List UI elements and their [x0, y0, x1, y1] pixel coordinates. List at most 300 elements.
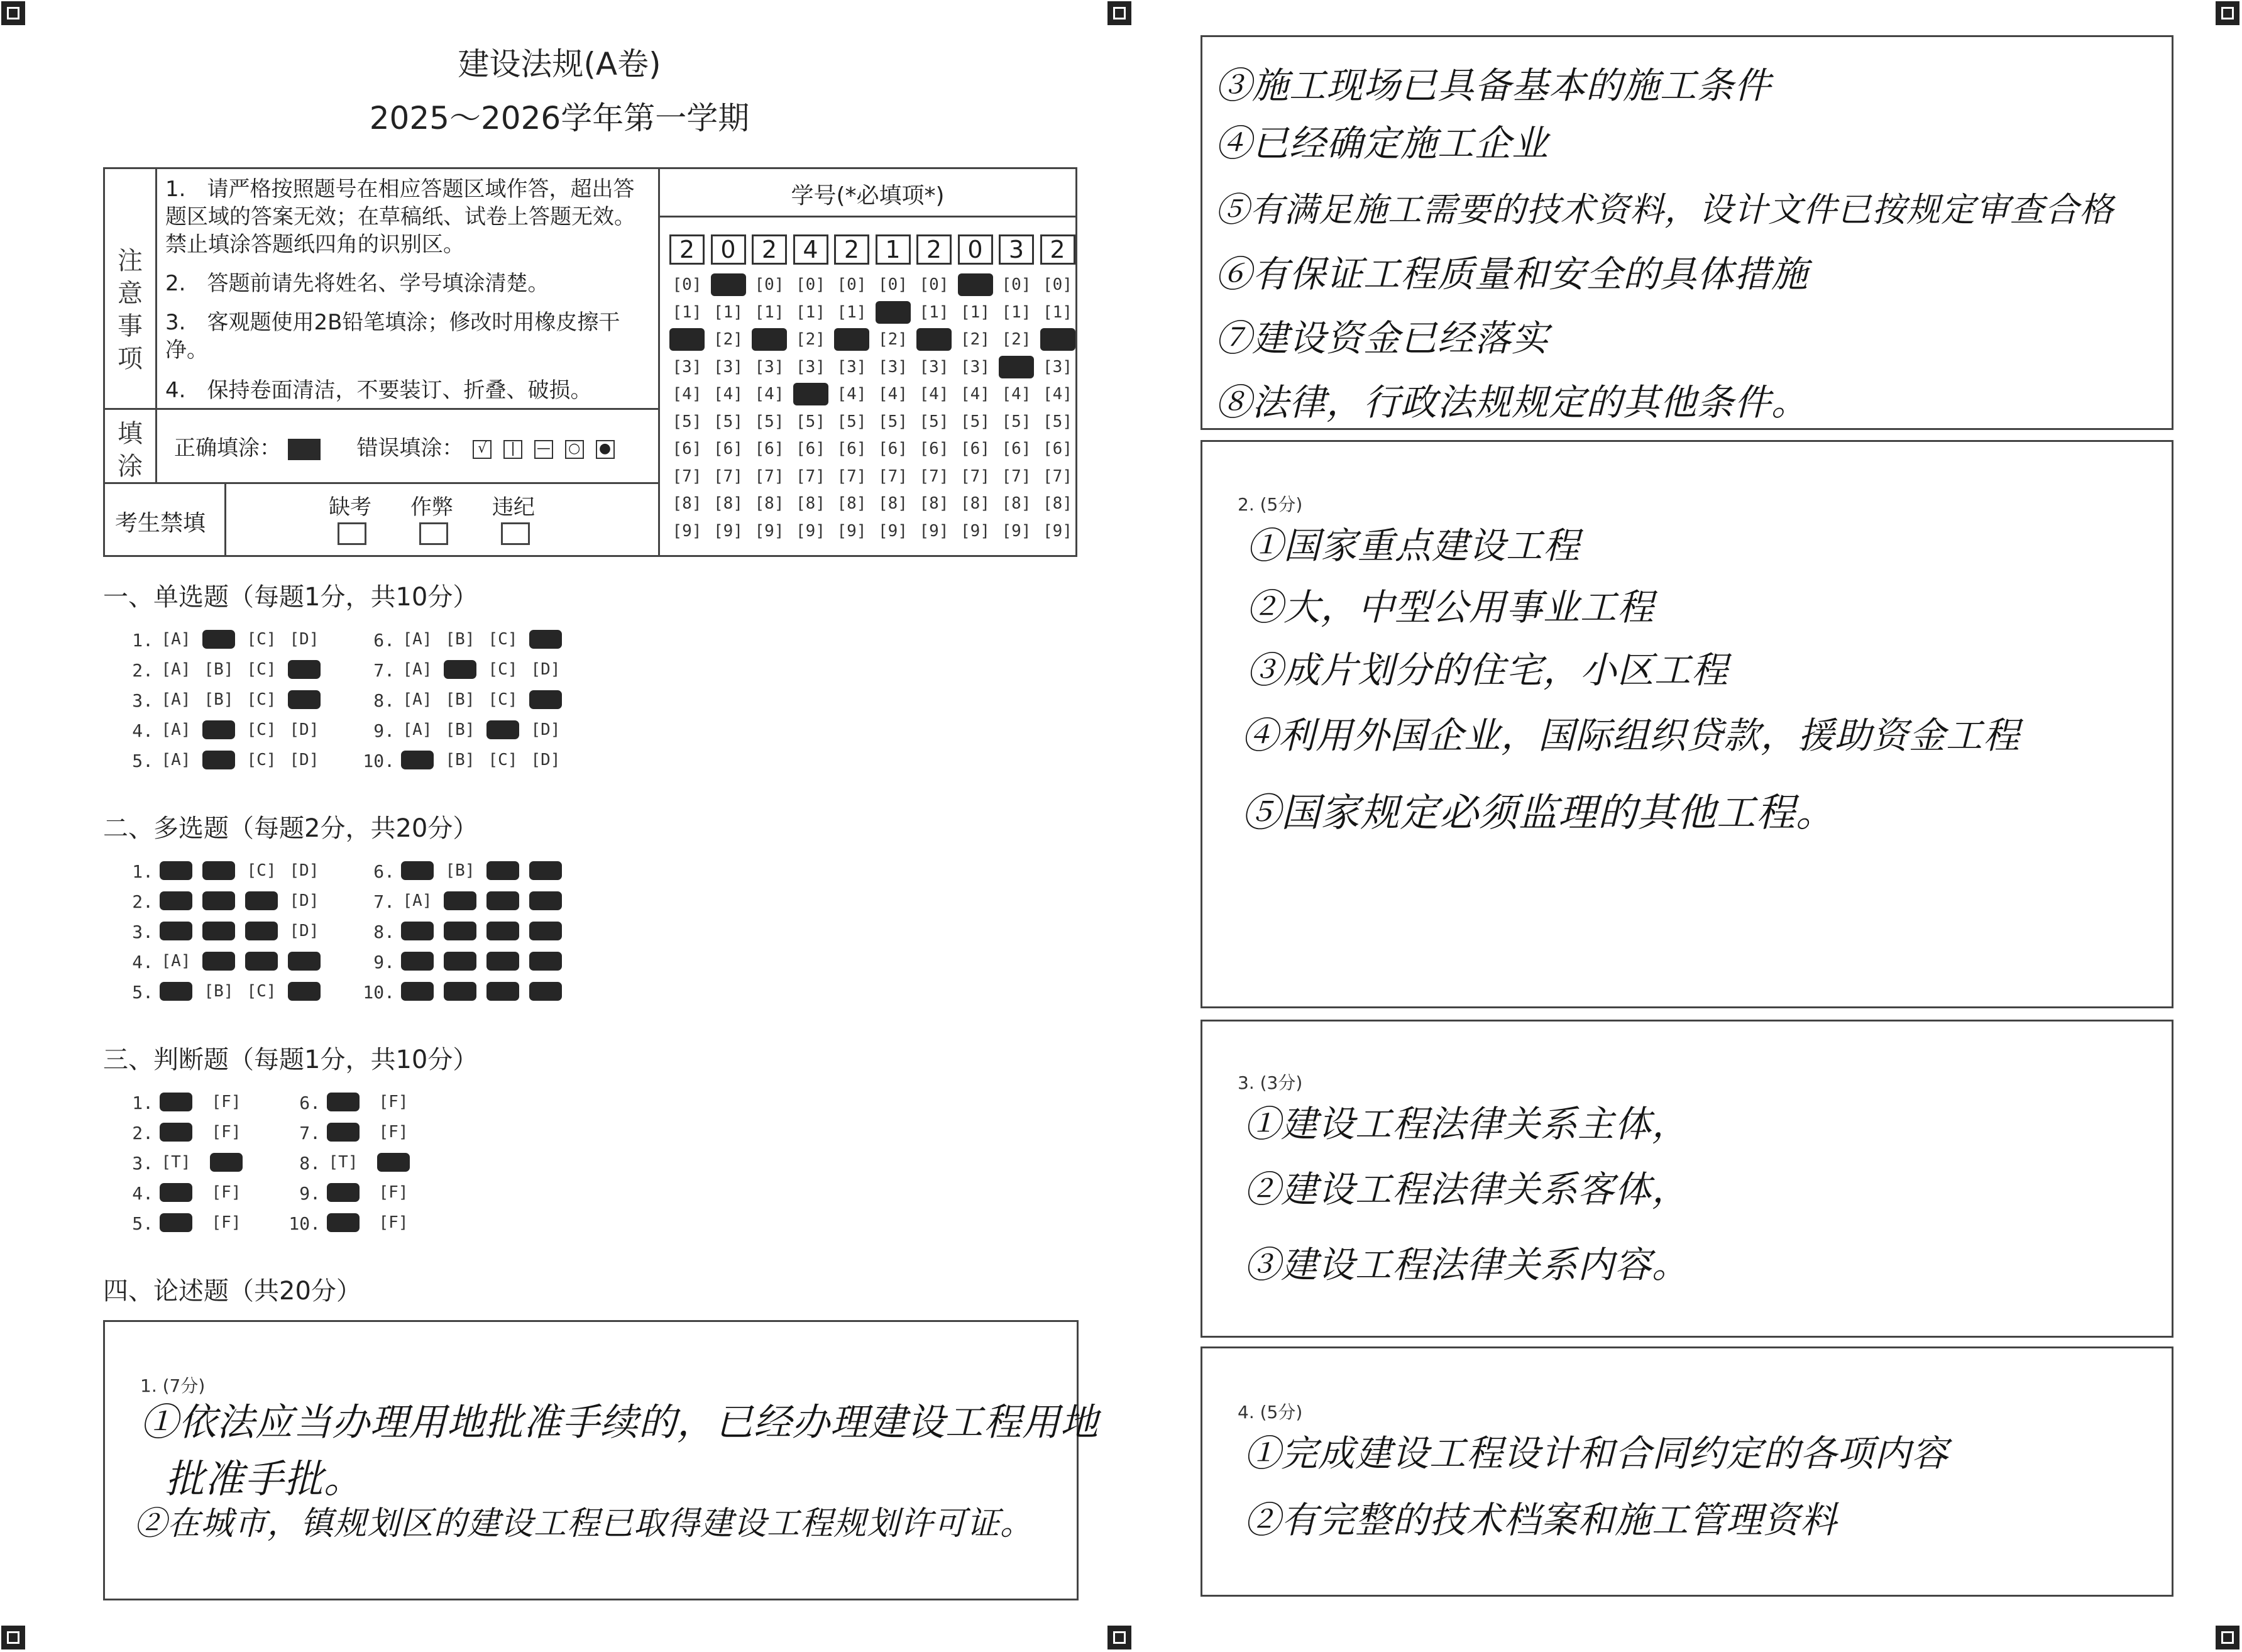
student-id-bubble[interactable]: [5]: [1043, 412, 1072, 431]
student-id-bubble[interactable]: [4]: [837, 385, 867, 404]
essay-q3-label: 3. (3分): [1238, 1072, 1303, 1093]
essay-q1-line-1: ①依法应当办理用地批准手续的，已经办理建设工程用地: [140, 1401, 1099, 1445]
true_false-question-number: 10.: [288, 1213, 321, 1234]
correct-fill-sample: [288, 439, 321, 460]
forbidden-label: 考生禁填: [115, 510, 206, 536]
multiple_choice-question-number: 4.: [132, 952, 153, 972]
multiple-choice-title: 二、多选题（每题2分，共20分）: [103, 814, 478, 843]
student-id-bubble[interactable]: [0]: [919, 275, 949, 294]
multiple_choice-question-number: 2.: [132, 891, 153, 912]
essay-q1-cont-line-2: ④已经确定施工企业: [1215, 122, 1549, 165]
multiple_choice-option-bubble[interactable]: [529, 922, 562, 940]
student-id-bubble[interactable]: [8]: [960, 494, 990, 513]
essay-q4-line-1: ①完成建设工程设计和合同约定的各项内容: [1244, 1432, 1949, 1475]
true_false-option-bubble[interactable]: [327, 1183, 360, 1202]
essay-answer-box-4[interactable]: [1201, 1346, 2173, 1597]
true_false-question-number: 3.: [132, 1153, 153, 1174]
single_choice-option-bubble[interactable]: [C]: [246, 720, 277, 739]
student-id-bubble[interactable]: [4]: [1001, 385, 1031, 404]
multiple_choice-option-bubble[interactable]: [529, 861, 562, 880]
student-id-digit-box: 4: [793, 234, 828, 265]
student-id-bubble[interactable]: [8]: [919, 494, 949, 513]
single_choice-option-bubble[interactable]: [C]: [488, 690, 518, 709]
student-id-bubble[interactable]: [8]: [754, 494, 784, 513]
corner-marker-top-right: [2216, 1, 2239, 25]
student-id-header: 学号(*必填项*): [791, 183, 945, 209]
single_choice-option-bubble[interactable]: [401, 751, 434, 769]
true_false-option-bubble[interactable]: [160, 1213, 192, 1232]
single_choice-option-bubble[interactable]: [A]: [161, 690, 191, 709]
notice-item-3: 3. 客观题使用2B铅笔填涂；修改时用橡皮擦干净。: [165, 310, 620, 363]
student-id-bubble[interactable]: [5]: [837, 412, 867, 431]
student-id-bubble[interactable]: [1]: [1001, 302, 1031, 322]
single_choice-option-bubble[interactable]: [D]: [289, 751, 319, 769]
true_false-option-bubble[interactable]: [F]: [211, 1213, 241, 1232]
multiple_choice-option-bubble[interactable]: [A]: [161, 952, 191, 971]
single_choice-option-bubble[interactable]: [A]: [402, 660, 432, 679]
student-id-bubble[interactable]: [5]: [960, 412, 990, 431]
single_choice-option-bubble[interactable]: [B]: [204, 660, 234, 679]
multiple_choice-option-bubble[interactable]: [C]: [246, 982, 277, 1001]
student-id-bubble[interactable]: [711, 273, 746, 296]
student-id-bubble[interactable]: [0]: [672, 275, 702, 294]
student-id-bubble[interactable]: [6]: [672, 439, 702, 458]
single_choice-question-number: 8.: [373, 690, 395, 711]
multiple_choice-option-bubble[interactable]: [D]: [289, 922, 319, 940]
corner-marker-bottom-center: [1107, 1626, 1131, 1649]
wrong-sample-circle: ○: [565, 440, 584, 459]
single_choice-option-bubble[interactable]: [B]: [204, 690, 234, 709]
single_choice-question-number: 7.: [373, 660, 395, 681]
student-id-bubble[interactable]: [0]: [796, 275, 825, 294]
student-id-bubble[interactable]: [1]: [672, 302, 702, 322]
right-page: [1119, 0, 2242, 1652]
student-id-digit-box: 3: [999, 234, 1034, 265]
single_choice-option-bubble[interactable]: [C]: [488, 751, 518, 769]
single_choice-option-bubble[interactable]: [D]: [289, 630, 319, 649]
multiple_choice-option-bubble[interactable]: [160, 891, 192, 910]
essay-q3-line-1: ①建设工程法律关系主体，: [1244, 1103, 1690, 1145]
multiple_choice-option-bubble[interactable]: [202, 922, 235, 940]
multiple_choice-option-bubble[interactable]: [401, 861, 434, 880]
corner-marker-bottom-left: [1, 1626, 25, 1649]
student-id-bubble[interactable]: [1]: [713, 302, 743, 322]
exam-title: 建设法规(A卷): [458, 46, 661, 82]
student-id-bubble[interactable]: [1]: [919, 302, 949, 322]
multiple_choice-option-bubble[interactable]: [486, 922, 519, 940]
multiple_choice-question-number: 1.: [132, 861, 153, 882]
student-id-bubble[interactable]: [0]: [1043, 275, 1072, 294]
essay-q2-line-2: ②大，中型公用事业工程: [1246, 586, 1655, 629]
multiple_choice-option-bubble[interactable]: [486, 982, 519, 1001]
student-id-bubble[interactable]: [7]: [878, 466, 908, 486]
true_false-option-bubble[interactable]: [210, 1153, 243, 1172]
true_false-question-number: 2.: [132, 1123, 153, 1143]
single_choice-question-number: 1.: [132, 630, 153, 651]
multiple_choice-option-bubble[interactable]: [A]: [402, 891, 432, 910]
notice-table: [103, 167, 1077, 557]
student-id-bubble[interactable]: [7]: [1001, 466, 1031, 486]
true_false-question-number: 1.: [132, 1093, 153, 1113]
single_choice-option-bubble[interactable]: [B]: [445, 720, 475, 739]
multiple_choice-option-bubble[interactable]: [486, 861, 519, 880]
true_false-option-bubble[interactable]: [F]: [211, 1093, 241, 1111]
true_false-option-bubble[interactable]: [F]: [211, 1183, 241, 1202]
notice-item-2: 2. 答题前请先将姓名、学号填涂清楚。: [165, 271, 549, 296]
single_choice-option-bubble[interactable]: [C]: [246, 751, 277, 769]
student-id-bubble[interactable]: [6]: [1043, 439, 1072, 458]
single_choice-option-bubble[interactable]: [C]: [246, 660, 277, 679]
student-id-bubble[interactable]: [3]: [1043, 357, 1072, 377]
student-id-bubble[interactable]: [9]: [672, 521, 702, 541]
essay-q3-line-3: ③建设工程法律关系内容。: [1244, 1243, 1690, 1286]
student-id-bubble[interactable]: [8]: [1001, 494, 1031, 513]
check-label-violation: 违纪: [492, 495, 535, 520]
single_choice-question-number: 9.: [373, 720, 395, 741]
essay-q4-line-2: ②有完整的技术档案和施工管理资料: [1244, 1499, 1838, 1541]
student-id-bubble[interactable]: [1]: [837, 302, 867, 322]
student-id-bubble[interactable]: [9]: [796, 521, 825, 541]
essay-answer-box-1[interactable]: [103, 1320, 1099, 1600]
multiple_choice-option-bubble[interactable]: [401, 952, 434, 971]
student-id-bubble[interactable]: [8]: [1043, 494, 1072, 513]
student-id-digit-box: 1: [876, 234, 911, 265]
multiple_choice-question-number: 10.: [363, 982, 395, 1003]
multiple_choice-option-bubble[interactable]: [486, 952, 519, 971]
wrong-sample-bar: |: [503, 440, 522, 459]
student-id-bubble[interactable]: [6]: [713, 439, 743, 458]
student-id-bubble[interactable]: [2]: [878, 330, 908, 349]
multiple_choice-option-bubble[interactable]: [202, 952, 235, 971]
student-id-bubble[interactable]: [7]: [837, 466, 867, 486]
check-label-cheating: 作弊: [410, 495, 453, 520]
true_false-option-bubble[interactable]: [327, 1213, 360, 1232]
single_choice-question-number: 3.: [132, 690, 153, 711]
essay-q1-label: 1. (7分): [140, 1375, 206, 1396]
single_choice-option-bubble[interactable]: [B]: [445, 690, 475, 709]
student-id-digit-box: 2: [669, 234, 705, 265]
true_false-option-bubble[interactable]: [F]: [378, 1093, 409, 1111]
essay-answer-box-1-cont[interactable]: [1201, 35, 2173, 430]
notice-item-4: 4. 保持卷面清洁，不要装订、折叠、破损。: [165, 378, 592, 403]
multiple_choice-option-bubble[interactable]: [401, 922, 434, 940]
student-id-bubble[interactable]: [1]: [960, 302, 990, 322]
true_false-question-number: 4.: [132, 1183, 153, 1204]
single_choice-option-bubble[interactable]: [A]: [402, 630, 432, 649]
student-id-bubble[interactable]: [6]: [754, 439, 784, 458]
student-id-bubble[interactable]: [3]: [713, 357, 743, 377]
multiple_choice-option-bubble[interactable]: [486, 891, 519, 910]
student-id-bubble[interactable]: [5]: [878, 412, 908, 431]
multiple_choice-option-bubble[interactable]: [444, 952, 476, 971]
student-id-bubble[interactable]: [5]: [754, 412, 784, 431]
student-id-bubble[interactable]: [8]: [713, 494, 743, 513]
student-id-digit-box: 2: [752, 234, 787, 265]
student-id-bubble[interactable]: [3]: [837, 357, 867, 377]
multiple_choice-option-bubble[interactable]: [D]: [289, 891, 319, 910]
student-id-bubble[interactable]: [7]: [754, 466, 784, 486]
student-id-bubble[interactable]: [3]: [878, 357, 908, 377]
essay-q1-cont-line-6: ⑧法律，行政法规规定的其他条件。: [1215, 381, 1809, 424]
student-id-bubble[interactable]: [6]: [960, 439, 990, 458]
student-id-bubble[interactable]: [3]: [919, 357, 949, 377]
student-id-bubble[interactable]: [0]: [837, 275, 867, 294]
true_false-option-bubble[interactable]: [327, 1093, 360, 1111]
true_false-option-bubble[interactable]: [T]: [161, 1153, 191, 1172]
student-id-bubble[interactable]: [0]: [1001, 275, 1031, 294]
single_choice-option-bubble[interactable]: [A]: [161, 660, 191, 679]
essay-answer-box-3[interactable]: [1201, 1020, 2173, 1338]
student-id-bubble[interactable]: [7]: [796, 466, 825, 486]
true-false-title: 三、判断题（每题1分，共10分）: [103, 1045, 478, 1074]
single_choice-option-bubble[interactable]: [202, 720, 235, 739]
wrong-sample-dash: —: [534, 440, 553, 459]
student-id-bubble[interactable]: [0]: [878, 275, 908, 294]
multiple_choice-question-number: 5.: [132, 982, 153, 1003]
student-id-bubble[interactable]: [999, 356, 1034, 378]
multiple_choice-option-bubble[interactable]: [288, 982, 321, 1001]
student-id-bubble[interactable]: [5]: [919, 412, 949, 431]
checkbox-cheating[interactable]: [419, 522, 448, 545]
student-id-bubble[interactable]: [6]: [919, 439, 949, 458]
single_choice-option-bubble[interactable]: [202, 630, 235, 649]
essay-q2-label: 2. (5分): [1238, 494, 1303, 515]
checkbox-violation[interactable]: [501, 522, 530, 545]
student-id-bubble[interactable]: [4]: [1043, 385, 1072, 404]
student-id-bubble[interactable]: [7]: [672, 466, 702, 486]
true_false-option-bubble[interactable]: [160, 1183, 192, 1202]
single_choice-option-bubble[interactable]: [D]: [289, 720, 319, 739]
corner-marker-top-left: [1, 1, 25, 25]
student-id-bubble[interactable]: [6]: [1001, 439, 1031, 458]
single_choice-question-number: 6.: [373, 630, 395, 651]
multiple_choice-option-bubble[interactable]: [529, 952, 562, 971]
student-id-bubble[interactable]: [1040, 328, 1075, 351]
correct-fill-label: 正确填涂：: [174, 436, 281, 461]
exam-subtitle: 2025～2026学年第一学期: [369, 100, 750, 136]
single_choice-option-bubble[interactable]: [C]: [246, 630, 277, 649]
fill-label: 填涂: [118, 419, 143, 481]
essay-q3-line-2: ②建设工程法律关系客体，: [1244, 1168, 1690, 1211]
multiple_choice-option-bubble[interactable]: [245, 891, 278, 910]
multiple_choice-option-bubble[interactable]: [444, 982, 476, 1001]
single_choice-option-bubble[interactable]: [D]: [530, 720, 561, 739]
true_false-option-bubble[interactable]: [F]: [378, 1123, 409, 1142]
left-page: [0, 0, 1119, 1652]
student-id-bubble[interactable]: [9]: [960, 521, 990, 541]
single_choice-option-bubble[interactable]: [B]: [445, 630, 475, 649]
multiple_choice-option-bubble[interactable]: [288, 952, 321, 971]
true_false-option-bubble[interactable]: [F]: [211, 1123, 241, 1142]
student-id-bubble[interactable]: [916, 328, 952, 351]
single_choice-option-bubble[interactable]: [A]: [161, 720, 191, 739]
notice-item-1: 1. 请严格按照题号在相应答题区域作答，超出答题区域的答案无效；在草稿纸、试卷上答题无效。禁止填涂答题纸四角的识别区。: [165, 177, 635, 257]
single_choice-option-bubble[interactable]: [529, 690, 562, 709]
student-id-bubble[interactable]: [9]: [754, 521, 784, 541]
student-id-bubble[interactable]: [3]: [754, 357, 784, 377]
student-id-bubble[interactable]: [4]: [919, 385, 949, 404]
single_choice-option-bubble[interactable]: [B]: [445, 751, 475, 769]
student-id-bubble[interactable]: [4]: [878, 385, 908, 404]
fill-instructions: [174, 431, 617, 461]
essay-q1-cont-line-4: ⑥有保证工程质量和安全的具体措施: [1215, 253, 1809, 295]
multiple_choice-option-bubble[interactable]: [529, 891, 562, 910]
single_choice-question-number: 10.: [363, 751, 395, 771]
student-id-bubble[interactable]: [9]: [878, 521, 908, 541]
corner-marker-bottom-right: [2216, 1626, 2239, 1649]
student-id-bubble[interactable]: [4]: [713, 385, 743, 404]
true_false-option-bubble[interactable]: [160, 1123, 192, 1142]
student-id-bubble[interactable]: [9]: [919, 521, 949, 541]
wrong-sample-dot: ●: [596, 440, 615, 459]
student-id-bubble[interactable]: [1]: [754, 302, 784, 322]
single_choice-option-bubble[interactable]: [A]: [402, 720, 432, 739]
single_choice-option-bubble[interactable]: [C]: [488, 660, 518, 679]
single_choice-option-bubble[interactable]: [288, 690, 321, 709]
student-id-bubble[interactable]: [752, 328, 787, 351]
student-id-bubble[interactable]: [6]: [796, 439, 825, 458]
single_choice-question-number: 2.: [132, 660, 153, 681]
student-id-bubble[interactable]: [2]: [713, 330, 743, 349]
student-id-bubble[interactable]: [793, 383, 828, 405]
true_false-question-number: 5.: [132, 1213, 153, 1234]
multiple_choice-option-bubble[interactable]: [D]: [289, 861, 319, 880]
student-id-bubble[interactable]: [8]: [796, 494, 825, 513]
essay-q1-cont-line-3: ⑤有满足施工需要的技术资料，设计文件已按规定审查合格: [1215, 190, 2114, 229]
student-id-bubble[interactable]: [8]: [837, 494, 867, 513]
notice-label: 注意事项: [118, 246, 143, 373]
student-id-bubble[interactable]: [7]: [713, 466, 743, 486]
single_choice-option-bubble[interactable]: [C]: [246, 690, 277, 709]
true_false-option-bubble[interactable]: [F]: [378, 1183, 409, 1202]
student-id-bubble[interactable]: [0]: [754, 275, 784, 294]
student-id-bubble[interactable]: [9]: [1001, 521, 1031, 541]
student-id-digit-box: 2: [916, 234, 952, 265]
single_choice-option-bubble[interactable]: [A]: [402, 690, 432, 709]
wrong-fill-label: 错误填涂：: [356, 436, 464, 461]
multiple_choice-question-number: 9.: [373, 952, 395, 972]
essay-q1-line-2: 批准手批。: [165, 1456, 364, 1502]
multiple_choice-option-bubble[interactable]: [444, 922, 476, 940]
true_false-option-bubble[interactable]: [T]: [328, 1153, 358, 1172]
student-id-bubble[interactable]: [5]: [796, 412, 825, 431]
student-id-bubble[interactable]: [5]: [1001, 412, 1031, 431]
multiple_choice-question-number: 7.: [373, 891, 395, 912]
student-id-bubble[interactable]: [4]: [960, 385, 990, 404]
student-id-bubble[interactable]: [834, 328, 869, 351]
student-id-bubble[interactable]: [5]: [713, 412, 743, 431]
student-id-bubble[interactable]: [7]: [1043, 466, 1072, 486]
student-id-digit-box: 2: [834, 234, 869, 265]
single_choice-option-bubble[interactable]: [486, 720, 519, 739]
student-id-bubble[interactable]: [8]: [878, 494, 908, 513]
true_false-option-bubble[interactable]: [160, 1093, 192, 1111]
student-id-bubble[interactable]: [8]: [672, 494, 702, 513]
essay-q4-label: 4. (5分): [1238, 1402, 1303, 1423]
student-id-bubble[interactable]: [4]: [672, 385, 702, 404]
student-id-bubble[interactable]: [2]: [960, 330, 990, 349]
multiple_choice-option-bubble[interactable]: [B]: [445, 861, 475, 880]
multiple_choice-option-bubble[interactable]: [B]: [204, 982, 234, 1001]
true_false-question-number: 9.: [299, 1183, 321, 1204]
true_false-question-number: 6.: [299, 1093, 321, 1113]
student-id-bubble[interactable]: [4]: [754, 385, 784, 404]
student-id-digit-box: 0: [958, 234, 993, 265]
student-id-bubble[interactable]: [7]: [960, 466, 990, 486]
student-id-bubble[interactable]: [5]: [672, 412, 702, 431]
check-label-absent: 缺考: [329, 495, 371, 520]
single_choice-option-bubble[interactable]: [202, 751, 235, 769]
student-id-bubble[interactable]: [3]: [796, 357, 825, 377]
single_choice-option-bubble[interactable]: [D]: [530, 660, 561, 679]
single_choice-option-bubble[interactable]: [444, 660, 476, 679]
multiple_choice-option-bubble[interactable]: [160, 982, 192, 1001]
student-id-bubble[interactable]: [2]: [796, 330, 825, 349]
multiple_choice-option-bubble[interactable]: [C]: [246, 861, 277, 880]
essay-q2-line-4: ④利用外国企业，国际组织贷款，援助资金工程: [1241, 714, 2021, 757]
single_choice-option-bubble[interactable]: [D]: [530, 751, 561, 769]
multiple_choice-option-bubble[interactable]: [160, 861, 192, 880]
multiple_choice-option-bubble[interactable]: [245, 952, 278, 971]
multiple_choice-option-bubble[interactable]: [245, 922, 278, 940]
essay-q1-cont-line-1: ③施工现场已具备基本的施工条件: [1215, 64, 1772, 107]
true_false-option-bubble[interactable]: [377, 1153, 410, 1172]
essay-q2-line-1: ①国家重点建设工程: [1246, 524, 1581, 567]
student-id-bubble[interactable]: [9]: [713, 521, 743, 541]
single_choice-option-bubble[interactable]: [288, 660, 321, 679]
student-id-bubble[interactable]: [9]: [837, 521, 867, 541]
multiple_choice-option-bubble[interactable]: [401, 982, 434, 1001]
wrong-sample-check: √: [473, 440, 492, 459]
student-id-digit-box: 2: [1040, 234, 1075, 265]
student-id-bubble[interactable]: [9]: [1043, 521, 1072, 541]
single-choice-title: 一、单选题（每题1分，共10分）: [103, 583, 478, 612]
single_choice-option-bubble[interactable]: [A]: [161, 630, 191, 649]
true_false-question-number: 7.: [299, 1123, 321, 1143]
student-id-bubble[interactable]: [6]: [837, 439, 867, 458]
multiple_choice-question-number: 8.: [373, 922, 395, 942]
essay-q1-cont-line-5: ⑦建设资金已经落实: [1215, 317, 1549, 360]
student-id-digit-box: 0: [711, 234, 746, 265]
student-id-bubble[interactable]: [3]: [672, 357, 702, 377]
student-id-bubble[interactable]: [3]: [960, 357, 990, 377]
student-id-bubble[interactable]: [2]: [1001, 330, 1031, 349]
student-id-bubble[interactable]: [7]: [919, 466, 949, 486]
essay-answer-box-2[interactable]: [1201, 440, 2173, 1008]
true_false-option-bubble[interactable]: [F]: [378, 1213, 409, 1232]
multiple_choice-option-bubble[interactable]: [529, 982, 562, 1001]
single_choice-question-number: 5.: [132, 751, 153, 771]
student-id-bubble[interactable]: [6]: [878, 439, 908, 458]
single_choice-option-bubble[interactable]: [529, 630, 562, 649]
student-id-bubble[interactable]: [1]: [1043, 302, 1072, 322]
multiple_choice-option-bubble[interactable]: [160, 922, 192, 940]
student-id-bubble[interactable]: [958, 273, 993, 296]
student-id-bubble[interactable]: [1]: [796, 302, 825, 322]
multiple_choice-question-number: 3.: [132, 922, 153, 942]
checkbox-absent[interactable]: [338, 522, 366, 545]
single_choice-option-bubble[interactable]: [A]: [161, 751, 191, 769]
student-id-bubble[interactable]: [669, 328, 705, 351]
true_false-option-bubble[interactable]: [327, 1123, 360, 1142]
student-id-bubble[interactable]: [876, 301, 911, 324]
multiple_choice-option-bubble[interactable]: [202, 861, 235, 880]
multiple_choice-option-bubble[interactable]: [202, 891, 235, 910]
single_choice-option-bubble[interactable]: [C]: [488, 630, 518, 649]
multiple_choice-question-number: 6.: [373, 861, 395, 882]
true_false-question-number: 8.: [299, 1153, 321, 1174]
multiple_choice-option-bubble[interactable]: [444, 891, 476, 910]
